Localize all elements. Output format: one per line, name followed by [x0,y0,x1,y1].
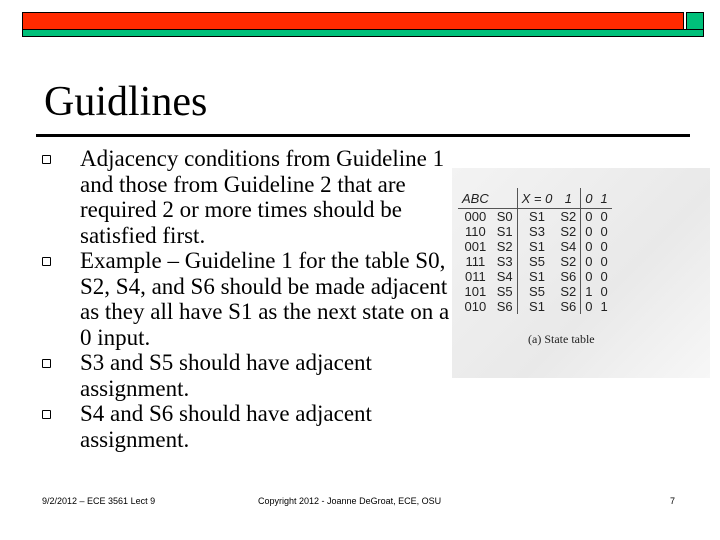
header-x1: 1 [556,188,580,209]
bullet-item [40,248,450,350]
state-table-row [458,209,612,225]
state-table-cell-out0: 1 [585,284,593,299]
bullet-item [40,146,450,248]
state-table-cell-next0: S1 [529,239,545,254]
bullet-text: S4 and S6 should have adjacent assignment. [80,401,372,452]
footer-page-number: 7 [670,496,676,506]
state-table-cell-next0: S3 [529,224,545,239]
state-table-cell-out1: 0 [600,254,608,269]
state-table-header [458,188,612,209]
red-header-bar [22,12,684,30]
state-table-cell-state: S1 [493,224,517,239]
state-table-cell-code: 011 [465,269,486,284]
bullet-item [40,350,450,401]
state-table-cell-next0: S5 [529,284,545,299]
state-table-cell-next1: S2 [556,209,580,225]
state-table-body [458,209,612,315]
state-table-cell-state: S5 [493,284,517,299]
state-table-cell-next0: S1 [529,299,545,314]
state-table-row [458,254,612,269]
state-table-row [458,224,612,239]
state-table-cell-code: 000 [464,209,487,224]
state-table-row [458,299,612,314]
state-table-cell-code: 001 [464,239,487,254]
bullet-list [40,146,450,452]
slide-title: Guidlines [44,79,208,125]
state-table-row [458,269,612,284]
state-table-cell-code: 101 [464,284,487,299]
state-table-row [458,284,612,299]
state-table-cell-out1: 0 [600,209,608,224]
hollow-square-bullet-icon [42,410,51,419]
bullet-text: Adjacency conditions from Guideline 1 and those from Guideline 2 that are required 2 or more times should be satisfied first. [80,146,445,248]
footer-date-lecture: 9/2/2012 – ECE 3561 Lect 9 [42,496,156,506]
state-table-cell-state: S0 [493,209,517,225]
state-table-cell-next1: S2 [556,224,580,239]
state-table-cell-state: S3 [493,254,517,269]
state-table-image [452,168,710,378]
state-table-cell-out0: 0 [585,224,593,239]
bullet-text: S3 and S5 should have adjacent assignment. [80,350,372,401]
hollow-square-bullet-icon [42,155,51,164]
hollow-square-bullet-icon [42,257,51,266]
state-table [458,188,612,314]
title-divider [36,134,690,137]
state-table-cell-next1: S6 [556,299,580,314]
state-table-cell-out0: 0 [585,239,593,254]
state-table-cell-out1: 0 [600,224,608,239]
state-table-cell-state: S2 [493,239,517,254]
state-table-cell-out1: 0 [600,239,608,254]
decorative-top-bar [22,12,707,40]
state-table-cell-state: S4 [493,269,517,284]
state-table-cell-code: 010 [464,299,487,314]
header-out0: 0 [581,188,597,209]
state-table-cell-out0: 0 [585,209,593,224]
state-table-cell-next0: S1 [529,269,545,284]
state-table-cell-out1: 0 [600,284,608,299]
state-table-cell-out0: 0 [585,269,593,284]
state-table-cell-next0: S5 [529,254,545,269]
bullet-item [40,401,450,452]
state-table-cell-next1: S2 [556,254,580,269]
state-table-cell-state: S6 [493,299,517,314]
state-table-cell-next0: S1 [529,209,545,224]
state-table-row [458,239,612,254]
teal-header-line [22,29,704,37]
hollow-square-bullet-icon [42,359,51,368]
state-table-cell-code: 111 [465,254,486,269]
bullet-text: Example – Guideline 1 for the table S0, S2, S4, and S6 should be made adjacent as they all have S1 as the next state on a 0 input. [80,248,450,350]
state-table-cell-next1: S6 [556,269,580,284]
state-table-cell-out1: 1 [600,299,608,314]
state-table-cell-next1: S2 [556,284,580,299]
state-table-cell-out0: 0 [585,254,593,269]
state-table-cell-next1: S4 [556,239,580,254]
footer-copyright: Copyright 2012 - Joanne DeGroat, ECE, OSU [258,496,442,506]
state-table-cell-out1: 0 [600,269,608,284]
state-table-cell-out0: 0 [585,299,593,314]
teal-corner-square [686,12,704,30]
header-state [493,188,517,209]
header-out1: 1 [597,188,612,209]
state-table-caption: (a) State table [528,332,595,346]
state-table-cell-code: 110 [465,224,486,239]
header-abc: ABC [458,188,493,209]
header-x0: X = 0 [517,188,556,209]
